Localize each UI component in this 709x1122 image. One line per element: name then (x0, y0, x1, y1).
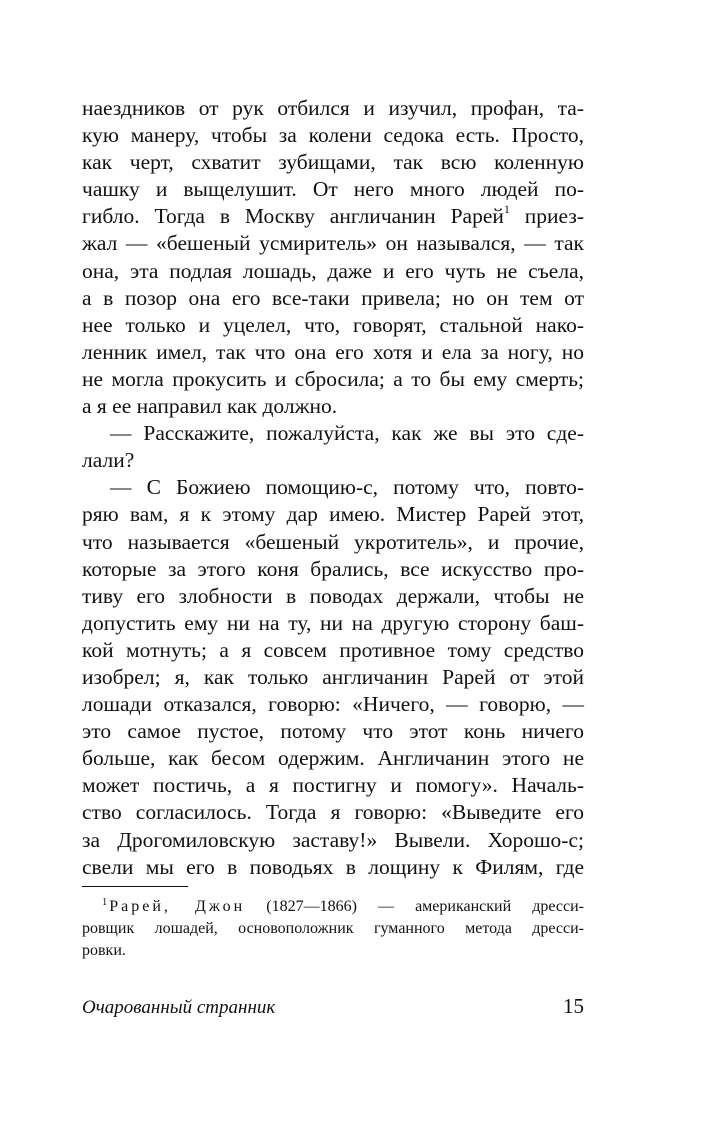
text-line: тиву его злобности в поводах держали, чтобы не (82, 583, 584, 608)
text-line: может постичь, а я постигну и помогу». Началь- (82, 773, 584, 798)
text-line: свели мы его в поводьях в лощину к Филям, где (82, 854, 584, 879)
text-line-with-footnote-ref (82, 203, 584, 230)
footnote (82, 896, 584, 962)
footnote-name: Рарей, Джон (109, 898, 246, 915)
text-line: не могла прокусить и сбросила; а то бы ему смерть; (82, 366, 584, 391)
footnote-line: ровки. (82, 942, 126, 959)
text-line: как черт, схватит зубищами, так всю коленную (82, 150, 584, 175)
footnote-line: ровщик лошадей, основоположник гуманного метода дресси- (82, 920, 584, 937)
text-line: нее только и уцелел, что, говорят, стальной нако- (82, 312, 584, 337)
text-segment: приез- (524, 204, 584, 229)
text-line: лали? (82, 448, 135, 473)
text-line: ряю вам, я к этому дар имею. Мистер Рарей этот, (82, 502, 584, 527)
text-line: а в позор она его все-таки привела; но он тем от (82, 285, 584, 310)
footnote-line (82, 896, 584, 918)
page-number: 15 (563, 994, 584, 1018)
text-line: которые за этого коня брались, все искусство про- (82, 556, 584, 581)
text-line: чашку и выщелушит. От него много людей по- (82, 177, 584, 202)
text-line: лошади отказался, говорю: «Ничего, — говорю, — (82, 692, 584, 717)
text-line: а я ее направил как должно. (82, 394, 338, 419)
text-line: это самое пустое, потому что этот конь ничего (82, 719, 584, 744)
text-line: она, эта подлая лошадь, даже и его чуть не съела, (82, 258, 584, 283)
text-line: кой мотнуть; а я совсем противное тому средство (82, 637, 584, 662)
text-line: допустить ему ни на ту, ни на другую сторону баш- (82, 610, 584, 635)
text-line: за Дрогомиловскую заставу!» Вывели. Хорошо-с; (82, 827, 584, 852)
text-line: кую манеру, чтобы за колени седока есть. Просто, (82, 123, 584, 148)
text-segment: гибло. Тогда в Москву англичанин Рарей (82, 204, 504, 229)
dialogue-line: — С Божиею помощию-с, потому что, повто- (110, 475, 584, 500)
main-text (82, 95, 584, 881)
running-title: Очарованный странник (82, 997, 276, 1018)
text-line: ленник имел, так что она его хотя и ела за ногу, но (82, 339, 584, 364)
text-line: ство согласилось. Тогда я говорю: «Выведите его (82, 800, 584, 825)
text-line: жал — «бешеный усмиритель» он назывался, — так (82, 231, 584, 256)
dialogue-line: — Расскажите, пожалуйста, как же вы это сде- (110, 421, 584, 446)
text-line: что называется «бешеный укротитель», и прочие, (82, 529, 584, 554)
footnote-divider (82, 886, 188, 887)
footnote-number: 1 (102, 896, 108, 908)
footnote-text: (1827—1866) — американский дресси- (245, 898, 584, 915)
text-line: изобрел; я, как только англичанин Рарей от этой (82, 664, 584, 689)
text-line: больше, как бесом одержим. Англичанин этого не (82, 746, 584, 771)
footnote-reference[interactable]: 1 (503, 202, 510, 217)
text-line: наездников от рук отбился и изучил, профан, та- (82, 96, 584, 120)
